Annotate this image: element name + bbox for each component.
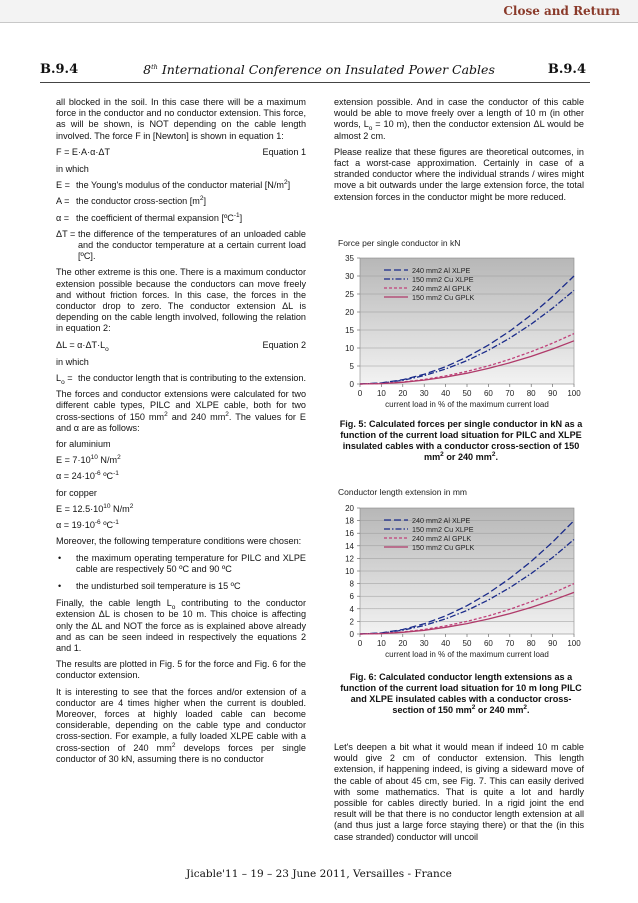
equation-formula: F = E·A·α·ΔT — [56, 146, 111, 157]
right-column-top — [334, 97, 584, 208]
left-column — [56, 97, 306, 770]
header-divider — [40, 82, 590, 83]
definition-alpha: α = the coefficient of thermal expansion [ºC$^{-1}$] — [56, 211, 243, 223]
footer: Jicable'11 – 19 – 23 June 2011, Versailles - France — [186, 868, 452, 880]
bullet-item: • the maximum operating temperature for PILC and XLPE cable are respectively 50 ºC and 90 ºC — [58, 552, 306, 574]
paragraph: extension possible. And in case the conductor of this cable would be able to move freely over a length of 10 m (in other words, $L_o = 10$ m), then the conductor extension ΔL would be almost 2 cm. — [334, 97, 584, 141]
x-tick-label: 30 — [419, 639, 429, 648]
x-tick-label: 10 — [376, 389, 386, 398]
y-tick-label: 12 — [345, 554, 354, 564]
extension-chart — [334, 484, 586, 662]
y-tick-label: 10 — [345, 344, 354, 353]
paper-code-right: B.9.4 — [547, 62, 586, 77]
y-tick-label: 15 — [345, 326, 354, 335]
x-tick-label: 20 — [398, 639, 408, 648]
y-tick-label: 8 — [349, 579, 354, 589]
x-tick-label: 100 — [567, 389, 581, 398]
x-tick-label: 70 — [505, 639, 515, 648]
chart-title: Force per single conductor in kN — [338, 238, 461, 248]
right-column-bottom — [334, 742, 584, 848]
x-tick-label: 100 — [567, 639, 581, 648]
y-tick-label: 20 — [345, 308, 354, 317]
y-tick-label: 6 — [349, 592, 354, 602]
y-tick-label: 25 — [345, 290, 354, 299]
y-tick-label: 16 — [345, 529, 354, 539]
y-tick-label: 18 — [345, 516, 354, 526]
equation-1 — [56, 147, 306, 158]
paragraph: all blocked in the soil. In this case there will be a maximum force in the conductor and no conductor extension. This force, as will be shown, is NOT depending on the cable length involved. The force F in [Newton] is shown in equation 1: — [56, 97, 306, 141]
equation-label: Equation 2 — [262, 339, 306, 350]
figure-5-caption: Fig. 5: Calculated forces per single conductor in kN as a function of the current load situation for PILC and XLPE insulated cables with a conductor cross-section of 150 $mm^2$ or 240 $mm^2$. — [339, 419, 583, 462]
definition-Lo: $L_o$ = the conductor length that is contributing to the extension. — [56, 373, 306, 386]
x-tick-label: 50 — [462, 639, 472, 648]
equation-formula: $\Delta L = \alpha\cdot\Delta T\cdot L_o$ — [56, 339, 109, 353]
legend-label: 240 mm2 Al GPLK — [412, 533, 472, 543]
legend-label: 150 mm2 Cu GPLK — [412, 292, 475, 302]
value-line: $\alpha = 24\cdot 10^{-6}$ ºC$^{-1}$ — [56, 470, 119, 482]
y-tick-label: 0 — [349, 630, 354, 639]
paragraph: It is interesting to see that the forces and/or extension of a conductor are 4 times higher when the current is doubled. Moreover, forces at highly loaded cable can become considerable, depending on the cable type and conductor cross-section. For example, a fully loaded XLPE cable with a cross-section of 240 $mm^2$ develops forces per single conductor of 30 kN, assuming there is no conductor — [56, 686, 306, 764]
y-tick-label: 5 — [349, 362, 354, 371]
value-line: $E = 12.5\cdot 10^{10}$ $N/m^2$ — [56, 502, 134, 514]
paragraph: Moreover, the following temperature conditions were chosen: — [56, 536, 302, 547]
y-tick-label: 10 — [345, 567, 354, 576]
x-tick-label: 10 — [376, 639, 386, 648]
y-tick-label: 4 — [349, 604, 354, 614]
y-tick-label: 30 — [345, 272, 354, 281]
legend-label: 150 mm2 Cu GPLK — [412, 542, 475, 552]
value-line: $\alpha = 19\cdot 10^{-6}$ ºC$^{-1}$ — [56, 519, 119, 531]
x-tick-label: 20 — [398, 389, 408, 398]
y-tick-label: 2 — [349, 617, 354, 627]
legend-label: 240 mm2 Al XLPE — [412, 265, 471, 275]
paragraph: Let's deepen a bit what it would mean if indeed 10 m cable would give 2 cm of conductor extension. This length extension, if happening indeed, is giving a sideward move of the cable of about 45 cm, see Fig. 7. This can easily derived with some mathematics. That is quite a lot and hardly possible for cables directly buried. In a rigid joint the end result will be that there is no conductor length extension at all (and thus just a large force staying there) or that the (in this case stranded) conductor will uncoil — [334, 742, 584, 842]
bullet-item: • the undisturbed soil temperature is 15 ºC — [58, 580, 241, 591]
paragraph: The other extreme is this one. There is a maximum conductor extension possible because the conductors can move freely and without friction forces. In this case, the forces in the conductor drop to zero. The conductor extension ΔL is depending on the cable length involved, following the relation in equation 2: — [56, 267, 306, 334]
definition-E: E = the Young's modulus of the conductor material $[N/m^2]$ — [56, 179, 291, 191]
x-tick-label: 40 — [441, 639, 451, 648]
legend-label: 240 mm2 Al XLPE — [412, 515, 471, 525]
x-axis-label: current load in % of the maximum current load — [385, 400, 549, 409]
paragraph: The results are plotted in Fig. 5 for the force and Fig. 6 for the conductor extension. — [56, 659, 306, 681]
x-tick-label: 60 — [483, 389, 493, 398]
x-tick-label: 90 — [548, 639, 558, 648]
paper-code-left: B.9.4 — [40, 62, 79, 77]
equation-label: Equation 1 — [262, 146, 306, 157]
close-and-return-link[interactable]: Close and Return — [503, 4, 620, 18]
figure-6-caption: Fig. 6: Calculated conductor length extensions as a function of the current load situation for 10 m long PILC and XLPE insulated cables with a conductor cross-section of 150 $mm^2$ or 240 $mm^2$. — [340, 672, 582, 715]
x-tick-label: 80 — [526, 639, 536, 648]
paragraph: in which — [56, 356, 89, 367]
conference-title: 8th International Conference on Insulated Power Cables — [143, 62, 495, 77]
x-tick-label: 90 — [548, 389, 558, 398]
legend-label: 150 mm2 Cu XLPE — [412, 524, 474, 534]
x-tick-label: 50 — [462, 389, 472, 398]
paragraph: Finally, the cable length $L_o$ contributing to the conductor extension ΔL is chosen to be 10 m. This choice is affecting only the ΔL and NOT the force as is explained above already and as can be seen indeed in respectively the equations 2 and 1. — [56, 598, 306, 653]
paragraph: The forces and conductor extensions were calculated for two different cable types, PILC and XLPE cable, both for two cross-sections of 150 $mm^2$ and 240 $mm^2$. The values for E and α are as follows: — [56, 389, 306, 433]
x-axis-label: current load in % of the maximum current load — [385, 650, 549, 659]
y-tick-label: 0 — [349, 380, 354, 389]
x-tick-label: 0 — [357, 389, 363, 398]
y-tick-label: 35 — [345, 254, 354, 263]
x-tick-label: 80 — [526, 389, 536, 398]
x-tick-label: 0 — [357, 639, 363, 648]
x-tick-label: 30 — [419, 389, 429, 398]
y-tick-label: 20 — [345, 504, 354, 513]
legend-label: 150 mm2 Cu XLPE — [412, 274, 474, 284]
definition-A: A = the conductor cross-section $[m^2]$ — [56, 195, 206, 207]
force-chart — [334, 236, 586, 412]
chart-title: Conductor length extension in mm — [338, 487, 467, 497]
definition-delta-t: ΔT = the difference of the temperatures of an unloaded cable and the conductor temperature at a certain current load [ºC]. — [56, 228, 306, 262]
legend-label: 240 mm2 Al GPLK — [412, 283, 472, 293]
equation-2 — [56, 340, 306, 351]
x-tick-label: 40 — [441, 389, 451, 398]
paragraph: Please realize that these figures are theoretical outcomes, in fact a worst-case approximation. Certainly in case of a stranded conductor where the individual strands / wires might move a bit outwards under the large extension force, the total extension forces in the conductor might be more reduced. — [334, 146, 584, 202]
value-line: $E = 7\cdot 10^{10}$ $N/m^2$ — [56, 454, 121, 466]
x-tick-label: 60 — [483, 639, 493, 648]
paragraph: for copper — [56, 487, 97, 498]
y-tick-label: 14 — [345, 541, 354, 551]
paragraph: for aluminium — [56, 439, 111, 450]
paragraph: in which — [56, 164, 89, 175]
x-tick-label: 70 — [505, 389, 515, 398]
